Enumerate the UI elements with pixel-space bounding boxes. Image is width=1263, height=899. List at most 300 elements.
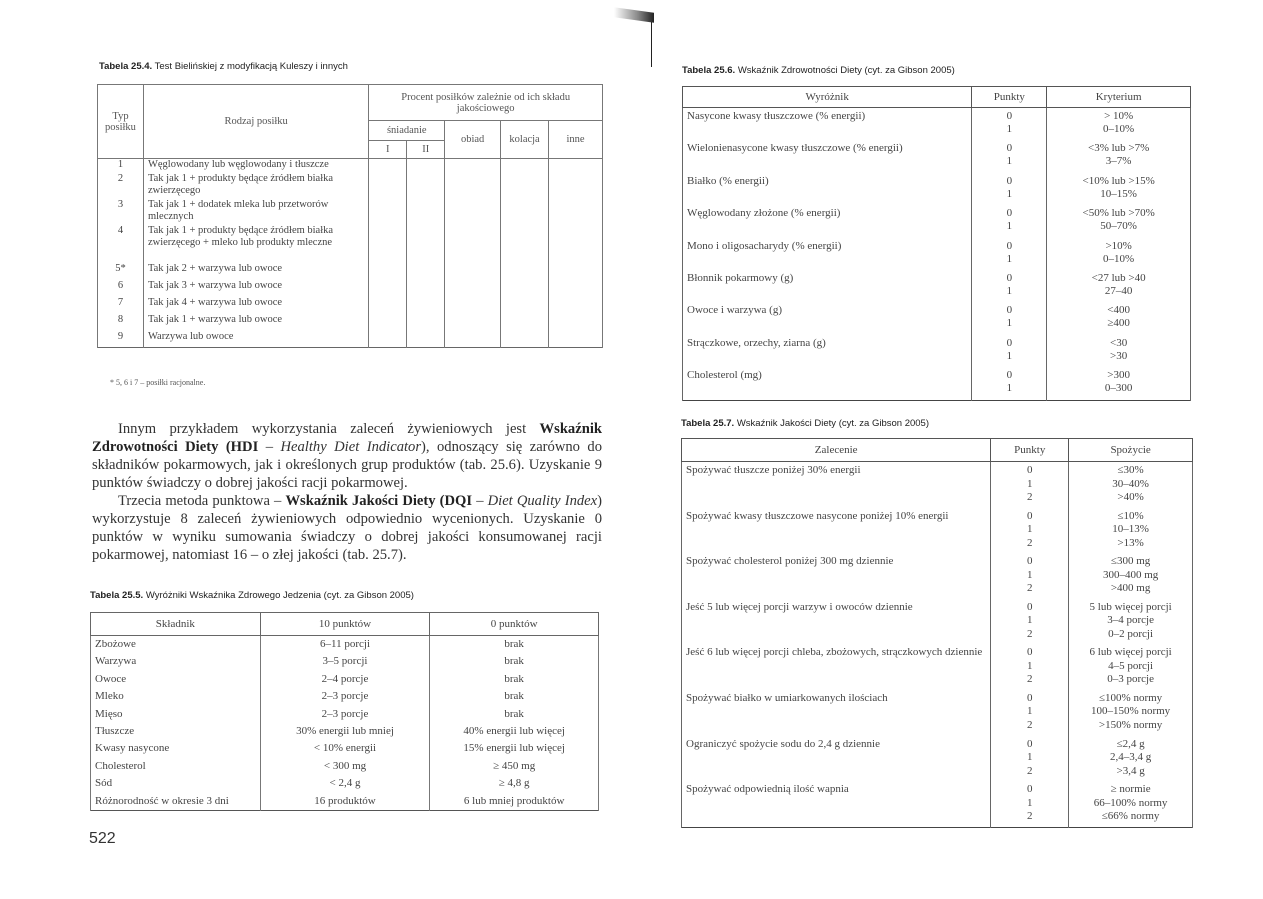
text-run-bold: Wskaźnik Jakości Diety (DQI <box>285 493 473 509</box>
cell-spozycie <box>1069 553 1193 599</box>
table-row <box>683 173 1191 205</box>
kryterium-value: 50–70% <box>1100 220 1137 233</box>
cell-empty <box>407 225 445 263</box>
kryterium-value: <27 lub >40 <box>1091 271 1146 284</box>
cell-punkty <box>991 690 1069 736</box>
table-25-4-footnote: * 5, 6 i 7 – posiłki racjonalne. <box>110 378 206 387</box>
table-row <box>91 636 599 654</box>
cell-0-punktow: 15% energii lub więcej <box>430 740 599 757</box>
cell-rodzaj: Tak jak 1 + produkty będące źródłem białka zwierzęcego <box>143 173 368 199</box>
punkty-value: 0 <box>1027 737 1033 750</box>
cell-empty <box>445 314 501 331</box>
cell-punkty <box>991 781 1069 827</box>
table-row <box>98 314 603 331</box>
text-run: – <box>472 493 488 509</box>
cell-punkty <box>972 270 1047 302</box>
table-row <box>98 331 603 348</box>
text-run-italic: Healthy Diet Indicator <box>280 439 422 455</box>
page-gutter <box>651 22 652 67</box>
cell-skladnik: Tłuszcze <box>91 723 261 740</box>
spozycie-value: >40% <box>1117 491 1144 503</box>
cell-0-punktow: brak <box>430 636 599 654</box>
kryterium-value: ≥400 <box>1107 317 1130 330</box>
table-caption-text: Wyróżniki Wskaźnika Zdrowego Jedzenia (cyt. za Gibson 2005) <box>145 590 414 601</box>
cell-typ: 2 <box>98 173 144 199</box>
cell-0-punktow: 6 lub mniej produktów <box>430 793 599 811</box>
cell-empty <box>407 314 445 331</box>
table-row <box>91 740 599 757</box>
cell-empty <box>407 173 445 199</box>
table-row <box>98 199 603 225</box>
kryterium-value: >10% <box>1105 239 1132 252</box>
cell-kryterium <box>1047 302 1191 334</box>
table-25-5 <box>90 612 599 811</box>
cell-rodzaj: Tak jak 2 + warzywa lub owoce <box>143 263 368 280</box>
cell-zalecenie: Spożywać cholesterol poniżej 300 mg dziennie <box>682 553 991 599</box>
col-header-procent: Procent posiłków zależnie od ich składu jakościowego <box>369 85 603 121</box>
cell-empty <box>369 331 407 348</box>
kryterium-value: <10% lub >15% <box>1082 174 1155 187</box>
cell-empty <box>549 225 603 263</box>
text-run-italic: Diet Quality Index <box>487 493 598 509</box>
kryterium-value: 0–300 <box>1104 382 1133 395</box>
col-header-rodzaj: Rodzaj posiłku <box>143 85 368 159</box>
paragraph-1 <box>92 420 602 492</box>
table-row <box>683 367 1191 400</box>
punkty-value: 0 <box>1027 555 1033 568</box>
table-25-6 <box>682 86 1191 401</box>
table-caption-label: Tabela 25.6. <box>682 65 736 76</box>
table-25-7 <box>681 438 1193 828</box>
cell-rodzaj: Tak jak 1 + warzywa lub owoce <box>143 314 368 331</box>
table-row <box>91 723 599 740</box>
table-caption-text: Wskaźnik Jakości Diety (cyt. za Gibson 2005) <box>736 418 929 429</box>
cell-punkty <box>991 553 1069 599</box>
table-row <box>683 335 1191 367</box>
cell-empty <box>369 199 407 225</box>
paragraph-2 <box>92 492 602 564</box>
cell-skladnik: Kwasy nasycone <box>91 740 261 757</box>
cell-0-punktow: ≥ 450 mg <box>430 758 599 775</box>
punkty-value: 2 <box>1027 627 1033 640</box>
table-row <box>91 793 599 811</box>
cell-empty <box>369 263 407 280</box>
cell-empty <box>369 173 407 199</box>
cell-10-punktow: 2–4 porcje <box>260 671 430 688</box>
cell-10-punktow: 30% energii lub mniej <box>260 723 430 740</box>
cell-0-punktow: brak <box>430 671 599 688</box>
table-row <box>683 108 1191 141</box>
kryterium-value: > 10% <box>1104 110 1134 122</box>
spozycie-value: ≤66% normy <box>1101 810 1160 823</box>
cell-empty <box>501 331 549 348</box>
cell-empty <box>445 280 501 297</box>
cell-10-punktow: < 2,4 g <box>260 775 430 792</box>
kryterium-value: 10–15% <box>1100 187 1137 200</box>
table-row <box>683 302 1191 334</box>
punkty-value: 0 <box>1006 174 1013 187</box>
spozycie-value: 30–40% <box>1112 477 1149 490</box>
punkty-value: 1 <box>1006 349 1013 362</box>
spozycie-value: ≤300 mg <box>1110 555 1151 568</box>
punkty-value: 1 <box>1027 659 1033 672</box>
cell-kryterium <box>1047 270 1191 302</box>
cell-skladnik: Zbożowe <box>91 636 261 654</box>
punkty-value: 1 <box>1006 155 1013 168</box>
cell-0-punktow: brak <box>430 653 599 670</box>
punkty-value: 0 <box>1006 239 1013 252</box>
kryterium-value: 0–10% <box>1103 252 1135 265</box>
cell-empty <box>407 297 445 314</box>
cell-empty <box>501 263 549 280</box>
table-row <box>682 736 1193 782</box>
col-header-inne: inne <box>549 121 603 159</box>
punkty-value: 0 <box>1006 336 1013 349</box>
spozycie-value: 66–100% normy <box>1093 796 1168 809</box>
punkty-value: 2 <box>1027 491 1033 503</box>
cell-empty <box>501 297 549 314</box>
spozycie-value: 100–150% normy <box>1091 705 1171 718</box>
table-row <box>91 758 599 775</box>
spozycie-value: 5 lub więcej porcji <box>1089 600 1172 613</box>
punkty-value: 0 <box>1027 783 1033 796</box>
cell-kryterium <box>1047 367 1191 400</box>
cell-spozycie <box>1069 736 1193 782</box>
col-header-sniadanie: śniadanie <box>369 121 445 141</box>
table-row <box>91 706 599 723</box>
col-header-sniadanie-1: I <box>369 141 407 159</box>
cell-punkty <box>972 302 1047 334</box>
page-number: 522 <box>89 830 116 847</box>
cell-wyroznik: Węglowodany złożone (% energii) <box>683 205 972 237</box>
cell-empty <box>445 225 501 263</box>
cell-typ: 5* <box>98 263 144 280</box>
cell-empty <box>501 280 549 297</box>
cell-skladnik: Sód <box>91 775 261 792</box>
cell-wyroznik: Błonnik pokarmowy (g) <box>683 270 972 302</box>
table-row <box>91 775 599 792</box>
cell-punkty <box>991 462 1069 508</box>
kryterium-value: >30 <box>1110 349 1128 362</box>
cell-10-punktow: 3–5 porcji <box>260 653 430 670</box>
col-header-sniadanie-2: II <box>407 141 445 159</box>
cell-10-punktow: 2–3 porcje <box>260 688 430 705</box>
punkty-value: 1 <box>1006 123 1013 135</box>
cell-0-punktow: ≥ 4,8 g <box>430 775 599 792</box>
table-row <box>98 225 603 263</box>
table-row <box>91 653 599 670</box>
kryterium-value: <3% lub >7% <box>1087 142 1150 155</box>
punkty-value: 1 <box>1027 751 1033 764</box>
cell-skladnik: Owoce <box>91 671 261 688</box>
cell-rodzaj: Tak jak 1 + dodatek mleka lub przetworów mlecznych <box>143 199 368 225</box>
spozycie-value: 10–13% <box>1112 523 1149 536</box>
cell-zalecenie: Ograniczyć spożycie sodu do 2,4 g dziennie <box>682 736 991 782</box>
cell-skladnik: Mleko <box>91 688 261 705</box>
table-row <box>683 238 1191 270</box>
cell-10-punktow: 6–11 porcji <box>260 636 430 654</box>
col-header-spozycie: Spożycie <box>1069 439 1193 462</box>
cell-zalecenie: Spożywać tłuszcze poniżej 30% energii <box>682 462 991 508</box>
cell-skladnik: Cholesterol <box>91 758 261 775</box>
cell-skladnik: Warzywa <box>91 653 261 670</box>
cell-empty <box>501 225 549 263</box>
cell-punkty <box>991 736 1069 782</box>
spozycie-value: >3,4 g <box>1116 764 1145 777</box>
cell-rodzaj: Tak jak 1 + produkty będące źródłem białka zwierzęcego + mleko lub produkty mleczne <box>143 225 368 263</box>
table-row <box>682 599 1193 645</box>
punkty-value: 2 <box>1027 764 1033 777</box>
table-caption-text: Wskaźnik Zdrowotności Diety (cyt. za Gibson 2005) <box>737 65 955 76</box>
punkty-value: 0 <box>1006 110 1013 122</box>
punkty-value: 2 <box>1027 536 1033 549</box>
table-row <box>98 173 603 199</box>
cell-skladnik: Mięso <box>91 706 261 723</box>
cell-kryterium <box>1047 140 1191 172</box>
spozycie-value: >150% normy <box>1098 718 1163 731</box>
col-header-10-punktow: 10 punktów <box>260 613 430 636</box>
table-row <box>682 462 1193 508</box>
cell-skladnik: Różnorodność w okresie 3 dni <box>91 793 261 811</box>
col-header-skladnik: Składnik <box>91 613 261 636</box>
cell-kryterium <box>1047 173 1191 205</box>
cell-rodzaj: Tak jak 4 + warzywa lub owoce <box>143 297 368 314</box>
spozycie-value: 300–400 mg <box>1102 568 1159 581</box>
cell-kryterium <box>1047 205 1191 237</box>
table-row <box>682 690 1193 736</box>
table-caption-label: Tabela 25.5. <box>90 590 144 601</box>
cell-punkty <box>972 108 1047 141</box>
punkty-value: 2 <box>1027 673 1033 686</box>
cell-0-punktow: 40% energii lub więcej <box>430 723 599 740</box>
punkty-value: 0 <box>1006 271 1013 284</box>
kryterium-value: <30 <box>1110 336 1128 349</box>
col-header-punkty: Punkty <box>991 439 1069 462</box>
cell-spozycie <box>1069 508 1193 554</box>
cell-typ: 9 <box>98 331 144 348</box>
kryterium-value: 0–10% <box>1103 123 1135 135</box>
cell-empty <box>369 225 407 263</box>
spozycie-value: ≤2,4 g <box>1116 737 1145 750</box>
table-row <box>683 270 1191 302</box>
kryterium-value: >300 <box>1107 369 1130 382</box>
cell-punkty <box>991 508 1069 554</box>
table-row <box>682 508 1193 554</box>
cell-typ: 1 <box>98 159 144 173</box>
page-gutter-shadow <box>614 7 654 23</box>
cell-rodzaj: Węglowodany lub węglowodany i tłuszcze <box>143 159 368 173</box>
kryterium-value: 3–7% <box>1105 155 1132 168</box>
cell-empty <box>369 297 407 314</box>
spozycie-value: 6 lub więcej porcji <box>1089 646 1172 659</box>
cell-empty <box>549 159 603 173</box>
cell-kryterium <box>1047 238 1191 270</box>
spozycie-value: ≤10% <box>1117 509 1144 522</box>
punkty-value: 1 <box>1006 220 1013 233</box>
cell-typ: 4 <box>98 225 144 263</box>
cell-10-punktow: < 300 mg <box>260 758 430 775</box>
cell-0-punktow: brak <box>430 688 599 705</box>
punkty-value: 1 <box>1006 317 1013 330</box>
cell-punkty <box>991 599 1069 645</box>
punkty-value: 2 <box>1027 582 1033 595</box>
punkty-value: 0 <box>1027 509 1033 522</box>
spozycie-value: ≤100% normy <box>1099 691 1163 704</box>
table-row <box>98 159 603 173</box>
table-row <box>98 263 603 280</box>
punkty-value: 0 <box>1006 369 1013 382</box>
col-header-kryterium: Kryterium <box>1047 87 1191 108</box>
spozycie-value: >400 mg <box>1110 582 1151 595</box>
table-25-7-caption <box>681 418 929 429</box>
kryterium-value: <50% lub >70% <box>1082 207 1155 220</box>
spozycie-value: 0–2 porcji <box>1108 627 1154 640</box>
cell-empty <box>549 280 603 297</box>
punkty-value: 0 <box>1027 646 1033 659</box>
cell-empty <box>501 159 549 173</box>
col-header-obiad: obiad <box>445 121 501 159</box>
cell-zalecenie: Jeść 6 lub więcej porcji chleba, zbożowych, strączkowych dziennie <box>682 644 991 690</box>
punkty-value: 1 <box>1006 187 1013 200</box>
cell-empty <box>369 159 407 173</box>
cell-empty <box>549 297 603 314</box>
cell-wyroznik: Mono i oligosacharydy (% energii) <box>683 238 972 270</box>
cell-empty <box>407 331 445 348</box>
cell-punkty <box>972 205 1047 237</box>
col-header-kolacja: kolacja <box>501 121 549 159</box>
punkty-value: 0 <box>1027 691 1033 704</box>
cell-wyroznik: Białko (% energii) <box>683 173 972 205</box>
table-row <box>682 644 1193 690</box>
cell-punkty <box>972 238 1047 270</box>
cell-zalecenie: Jeść 5 lub więcej porcji warzyw i owoców dziennie <box>682 599 991 645</box>
punkty-value: 0 <box>1006 304 1013 317</box>
punkty-value: 0 <box>1006 207 1013 220</box>
spozycie-value: 3–4 porcje <box>1107 614 1154 627</box>
cell-10-punktow: < 10% energii <box>260 740 430 757</box>
punkty-value: 0 <box>1027 600 1033 613</box>
cell-empty <box>501 199 549 225</box>
cell-10-punktow: 2–3 porcje <box>260 706 430 723</box>
cell-wyroznik: Owoce i warzywa (g) <box>683 302 972 334</box>
cell-0-punktow: brak <box>430 706 599 723</box>
text-run-bold: Wskaźnik Zdrowotności Diety (HDI <box>92 421 602 455</box>
spozycie-value: 2,4–3,4 g <box>1109 751 1152 764</box>
table-row <box>98 297 603 314</box>
spozycie-value: 4–5 porcji <box>1108 659 1154 672</box>
cell-zalecenie: Spożywać białko w umiarkowanych ilościach <box>682 690 991 736</box>
kryterium-value: 27–40 <box>1104 284 1133 297</box>
cell-spozycie <box>1069 599 1193 645</box>
punkty-value: 2 <box>1027 810 1033 823</box>
cell-typ: 8 <box>98 314 144 331</box>
punkty-value: 0 <box>1027 464 1033 476</box>
cell-empty <box>445 297 501 314</box>
spozycie-value: 0–3 porcje <box>1107 673 1154 686</box>
cell-wyroznik: Nasycone kwasy tłuszczowe (% energii) <box>683 108 972 141</box>
table-25-4-caption <box>99 61 348 72</box>
punkty-value: 1 <box>1027 568 1033 581</box>
punkty-value: 1 <box>1006 382 1013 395</box>
table-25-6-caption <box>682 65 955 76</box>
cell-empty <box>445 159 501 173</box>
table-row <box>91 671 599 688</box>
kryterium-value: <400 <box>1107 304 1130 317</box>
cell-empty <box>445 263 501 280</box>
punkty-value: 1 <box>1006 252 1013 265</box>
col-header-wyroznik: Wyróżnik <box>683 87 972 108</box>
cell-empty <box>369 314 407 331</box>
col-header-typ: Typ posiłku <box>98 85 144 159</box>
cell-empty <box>407 199 445 225</box>
cell-punkty <box>972 173 1047 205</box>
cell-zalecenie: Spożywać odpowiednią ilość wapnia <box>682 781 991 827</box>
cell-10-punktow: 16 produktów <box>260 793 430 811</box>
spozycie-value: ≥ normie <box>1110 783 1151 796</box>
punkty-value: 2 <box>1027 718 1033 731</box>
cell-punkty <box>972 140 1047 172</box>
table-caption-label: Tabela 25.7. <box>681 418 735 429</box>
cell-empty <box>445 199 501 225</box>
punkty-value: 0 <box>1006 142 1013 155</box>
cell-wyroznik: Wielonienasycone kwasy tłuszczowe (% energii) <box>683 140 972 172</box>
spozycie-value: ≤30% <box>1117 464 1144 476</box>
cell-empty <box>445 331 501 348</box>
cell-wyroznik: Strączkowe, orzechy, ziarna (g) <box>683 335 972 367</box>
cell-empty <box>549 263 603 280</box>
punkty-value: 1 <box>1006 284 1013 297</box>
cell-typ: 7 <box>98 297 144 314</box>
table-caption-label: Tabela 25.4. <box>99 61 153 72</box>
cell-empty <box>549 331 603 348</box>
text-run: ), odnoszący się zarówno do składników pokarmowych, jak i określonych grup produktów (tab. 25.6). Uzyskanie 9 punktów świadczy o dobrej jakości racji pokarmowej. <box>92 439 603 491</box>
text-run: Innym przykładem wykorzystania zaleceń żywieniowych jest <box>118 421 540 437</box>
cell-spozycie <box>1069 462 1193 508</box>
text-run: ) wykorzystuje 8 zaleceń żywieniowych odpowiednio wycenionych. Uzyskanie 0 punktów w wyniku sumowania świadczy o dobrej jakości konsumowanej racji pokarmowej, natomiast 16 – o złej jakości (tab. 25.7). <box>92 493 602 563</box>
punkty-value: 1 <box>1027 705 1033 718</box>
cell-zalecenie: Spożywać kwasy tłuszczowe nasycone poniżej 10% energii <box>682 508 991 554</box>
body-text <box>92 420 602 564</box>
cell-empty <box>501 314 549 331</box>
table-25-5-caption <box>90 590 414 601</box>
cell-kryterium <box>1047 335 1191 367</box>
cell-empty <box>369 280 407 297</box>
punkty-value: 1 <box>1027 614 1033 627</box>
col-header-zalecenie: Zalecenie <box>682 439 991 462</box>
punkty-value: 1 <box>1027 796 1033 809</box>
cell-rodzaj: Tak jak 3 + warzywa lub owoce <box>143 280 368 297</box>
table-caption-text: Test Bielińskiej z modyfikacją Kuleszy i innych <box>154 61 348 72</box>
text-run: Trzecia metoda punktowa – <box>118 493 286 509</box>
cell-empty <box>501 173 549 199</box>
cell-empty <box>445 173 501 199</box>
cell-punkty <box>972 335 1047 367</box>
cell-rodzaj: Warzywa lub owoce <box>143 331 368 348</box>
cell-empty <box>549 199 603 225</box>
cell-empty <box>549 173 603 199</box>
cell-typ: 6 <box>98 280 144 297</box>
table-row <box>682 553 1193 599</box>
cell-spozycie <box>1069 690 1193 736</box>
table-row <box>683 205 1191 237</box>
cell-typ: 3 <box>98 199 144 225</box>
punkty-value: 1 <box>1027 523 1033 536</box>
cell-empty <box>549 314 603 331</box>
cell-wyroznik: Cholesterol (mg) <box>683 367 972 400</box>
spozycie-value: >13% <box>1117 536 1144 549</box>
cell-spozycie <box>1069 644 1193 690</box>
cell-empty <box>407 263 445 280</box>
